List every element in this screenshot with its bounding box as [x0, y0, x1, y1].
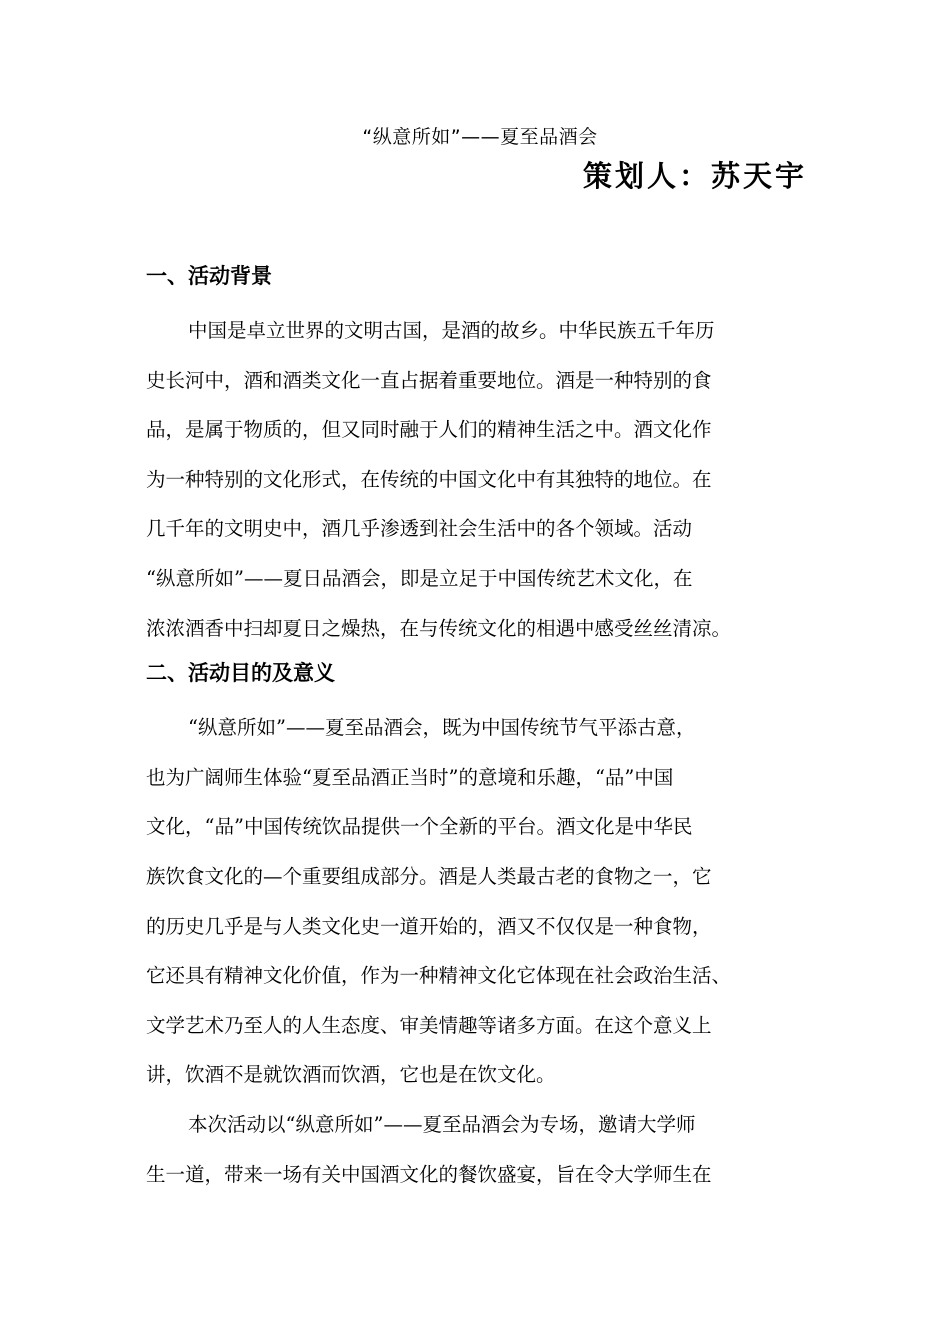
section-background	[146, 258, 806, 653]
paragraph-line: 讲，饮酒不是就饮酒而饮酒，它也是在饮文化。	[146, 1063, 556, 1087]
paragraph	[146, 1100, 806, 1199]
paragraph-line: 为一种特别的文化形式，在传统的中国文化中有其独特的地位。在	[146, 467, 712, 491]
document-title: “纵意所如”——夏至品酒会	[362, 126, 598, 148]
paragraph-line: 族饮食文化的—个重要组成部分。酒是人类最古老的食物之一，它	[146, 864, 712, 888]
paragraph-line: 它还具有精神文化价值，作为一种精神文化它体现在社会政治生活、	[146, 964, 732, 988]
section-heading: 一、活动背景	[146, 264, 272, 288]
paragraph-line: 中国是卓立世界的文明古国，是酒的故乡。中华民族五千年历	[188, 319, 715, 342]
paragraph-line: 史长河中，酒和酒类文化一直占据着重要地位。酒是一种特别的食	[146, 368, 712, 392]
paragraph-line: 品，是属于物质的，但又同时融于人们的精神生活之中。酒文化作	[146, 418, 712, 442]
section-purpose	[146, 655, 806, 1199]
paragraph-line: 生一道，带来一场有关中国酒文化的餐饮盛宴，旨在令大学师生在	[146, 1162, 712, 1186]
paragraph-line: 浓浓酒香中扫却夏日之燥热，在与传统文化的相遇中感受丝丝清凉。	[146, 616, 732, 640]
paragraph-line: “纵意所如”——夏至品酒会，既为中国传统节气平添古意，	[188, 716, 696, 740]
planner-line: 策划人：苏天宇	[582, 159, 807, 193]
paragraph-line: 文化，“品”中国传统饮品提供一个全新的平台。酒文化是中华民	[146, 815, 693, 839]
paragraph-line: 文学艺术乃至人的人生态度、审美情趣等诸多方面。在这个意义上	[146, 1013, 712, 1037]
paragraph-line: “纵意所如”——夏日品酒会，即是立足于中国传统艺术文化，在	[146, 566, 693, 590]
document-body	[146, 258, 806, 1199]
paragraph-line: 几千年的文明史中，酒几乎渗透到社会生活中的各个领域。活动	[146, 517, 693, 541]
paragraph-line: 的历史几乎是与人类文化史一道开始的，酒又不仅仅是一种食物，	[146, 914, 712, 938]
section-heading: 二、活动目的及意义	[146, 661, 335, 686]
paragraph	[146, 306, 806, 653]
paragraph-line: 也为广阔师生体验“夏至品酒正当时”的意境和乐趣，“品”中国	[146, 765, 674, 789]
paragraph-line: 本次活动以“纵意所如”——夏至品酒会为专场，邀请大学师	[188, 1112, 696, 1136]
paragraph	[146, 703, 806, 1100]
